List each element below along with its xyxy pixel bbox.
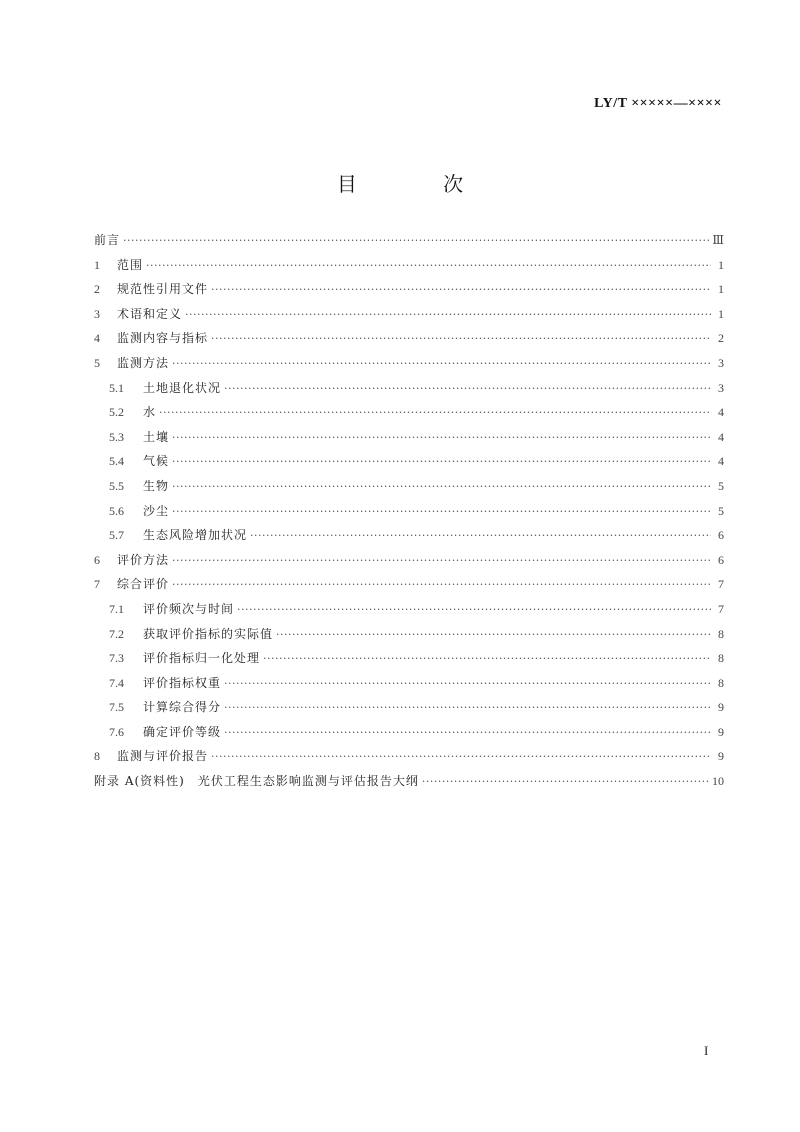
- toc-entry-page: 6: [718, 552, 724, 567]
- toc-entry-number: 7.4: [109, 675, 124, 690]
- toc-dot-leader: [172, 549, 711, 574]
- toc-entry-number: 5.4: [109, 454, 124, 469]
- toc-dot-leader: [185, 303, 711, 328]
- toc-dot-leader: [146, 254, 711, 279]
- toc-entry-number: 1: [94, 257, 100, 272]
- toc-entry[interactable]: [94, 400, 724, 425]
- toc-entry[interactable]: [94, 351, 724, 376]
- toc-dot-leader: [211, 745, 711, 770]
- toc-entry[interactable]: [94, 646, 724, 671]
- toc-entry-page: 8: [718, 675, 724, 690]
- toc-entry-label: 获取评价指标的实际值: [143, 626, 274, 641]
- toc-entry[interactable]: [94, 597, 724, 622]
- toc-entry-label: 土壤: [143, 429, 170, 444]
- toc-dot-leader: [224, 696, 711, 721]
- toc-entry-number: 4: [94, 331, 100, 346]
- toc-entry-page: 7: [718, 577, 724, 592]
- toc-entry[interactable]: [94, 671, 724, 696]
- toc-entry[interactable]: [94, 499, 724, 524]
- toc-dot-leader: [159, 401, 711, 426]
- toc-entry-label: 范围: [117, 257, 144, 272]
- toc-dot-leader: [224, 721, 711, 746]
- toc-entry-page: 5: [718, 478, 724, 493]
- toc-entry-label: 生物: [143, 478, 170, 493]
- toc-entry-page: 8: [718, 626, 724, 641]
- toc-dot-leader: [224, 672, 711, 697]
- toc-entry-page: 1: [718, 306, 724, 321]
- toc-entry-number: 7.6: [109, 724, 124, 739]
- toc-entry-number: 2: [94, 282, 100, 297]
- toc-entry-page: Ⅲ: [712, 233, 724, 247]
- toc-dot-leader: [211, 278, 711, 303]
- toc-entry-page: 7: [718, 601, 724, 616]
- toc-entry-page: 1: [718, 257, 724, 272]
- toc-entry-label: 沙尘: [143, 503, 170, 518]
- toc-entry-page: 10: [712, 774, 724, 789]
- toc-entry[interactable]: [94, 523, 724, 548]
- toc-entry-label: 监测内容与指标: [117, 331, 209, 346]
- toc-entry-page: 4: [718, 429, 724, 444]
- toc-entry-page: 9: [718, 700, 724, 715]
- toc-entry-label: 评价指标归一化处理: [143, 651, 261, 666]
- toc-entry-page: 1: [718, 282, 724, 297]
- toc-entry-label: 综合评价: [117, 577, 170, 592]
- toc-entry-number: 7.3: [109, 651, 124, 666]
- toc-entry[interactable]: [94, 376, 724, 401]
- toc-entry-label: 确定评价等级: [143, 724, 222, 739]
- toc-entry-label: 规范性引用文件: [117, 282, 209, 297]
- toc-entry-number: 5.6: [109, 503, 124, 518]
- toc-dot-leader: [172, 573, 711, 598]
- toc-entry[interactable]: [94, 425, 724, 450]
- toc-entry-number: 5: [94, 355, 100, 370]
- toc-entry[interactable]: [94, 622, 724, 647]
- toc-dot-leader: [172, 450, 711, 475]
- toc-entry-label: 生态风险增加状况: [143, 528, 248, 543]
- toc-dot-leader: [123, 229, 709, 254]
- toc-entry-page: 9: [718, 724, 724, 739]
- toc-entry-page: 8: [718, 651, 724, 666]
- toc-entry[interactable]: [94, 277, 724, 302]
- toc-entry[interactable]: [94, 720, 724, 745]
- toc-entry-number: 5.1: [109, 380, 124, 395]
- toc-entry[interactable]: [94, 572, 724, 597]
- toc-entry-number: 7: [94, 577, 100, 592]
- toc-entry[interactable]: [94, 326, 724, 351]
- toc-entry[interactable]: [94, 474, 724, 499]
- toc-entry[interactable]: [94, 769, 724, 794]
- toc-dot-leader: [172, 500, 711, 525]
- toc-entry-number: 7.2: [109, 626, 124, 641]
- toc-entry-number: 3: [94, 306, 100, 321]
- toc-entry-label: 监测方法: [117, 355, 170, 370]
- toc-entry-label: 前言: [94, 233, 121, 247]
- toc-entry-label: 水: [143, 405, 157, 420]
- toc-title: 目 次: [336, 172, 504, 196]
- toc-entry-label: 评价方法: [117, 552, 170, 567]
- toc-entry[interactable]: [94, 253, 724, 278]
- toc-entry[interactable]: [94, 744, 724, 769]
- toc-entry-label: 评价频次与时间: [143, 601, 235, 616]
- toc-entry-page: 4: [718, 454, 724, 469]
- toc-entry-page: 6: [718, 528, 724, 543]
- toc-entry-page: 5: [718, 503, 724, 518]
- toc-entry-number: 5.7: [109, 528, 124, 543]
- toc-entry-page: 3: [718, 380, 724, 395]
- toc-entry-number: 5.5: [109, 478, 124, 493]
- toc-entry-page: 3: [718, 355, 724, 370]
- toc-entry-label: 评价指标权重: [143, 675, 222, 690]
- toc-entry-number: 5.3: [109, 429, 124, 444]
- toc-dot-leader: [237, 598, 711, 623]
- toc-entry-label: 术语和定义: [117, 306, 183, 321]
- toc-entry-page: 9: [718, 749, 724, 764]
- table-of-contents: [94, 228, 724, 794]
- toc-entry[interactable]: [94, 695, 724, 720]
- toc-dot-leader: [172, 352, 711, 377]
- toc-entry-label: 土地退化状况: [143, 380, 222, 395]
- toc-entry-number: 7.5: [109, 700, 124, 715]
- toc-dot-leader: [224, 377, 711, 402]
- toc-entry-label: 监测与评价报告: [117, 749, 209, 764]
- toc-entry-label: 气候: [143, 454, 170, 469]
- toc-entry-number: 8: [94, 749, 100, 764]
- toc-dot-leader: [250, 524, 711, 549]
- toc-dot-leader: [211, 327, 711, 352]
- toc-dot-leader: [172, 475, 711, 500]
- toc-entry[interactable]: [94, 449, 724, 474]
- toc-dot-leader: [276, 623, 711, 648]
- toc-entry[interactable]: [94, 302, 724, 327]
- toc-entry[interactable]: [94, 548, 724, 573]
- standard-code: LY/T ×××××—××××: [594, 96, 722, 111]
- toc-entry-number: 5.2: [109, 405, 124, 420]
- toc-entry[interactable]: [94, 228, 724, 253]
- toc-entry-page: 2: [718, 331, 724, 346]
- toc-entry-label: 附录 A(资料性) 光伏工程生态影响监测与评估报告大纲: [94, 774, 419, 789]
- toc-entry-page: 4: [718, 405, 724, 420]
- toc-entry-label: 计算综合得分: [143, 700, 222, 715]
- toc-dot-leader: [172, 426, 711, 451]
- page-number: I: [704, 1043, 709, 1058]
- toc-entry-number: 7.1: [109, 601, 124, 616]
- toc-dot-leader: [263, 647, 711, 672]
- toc-entry-number: 6: [94, 552, 100, 567]
- toc-dot-leader: [422, 770, 709, 795]
